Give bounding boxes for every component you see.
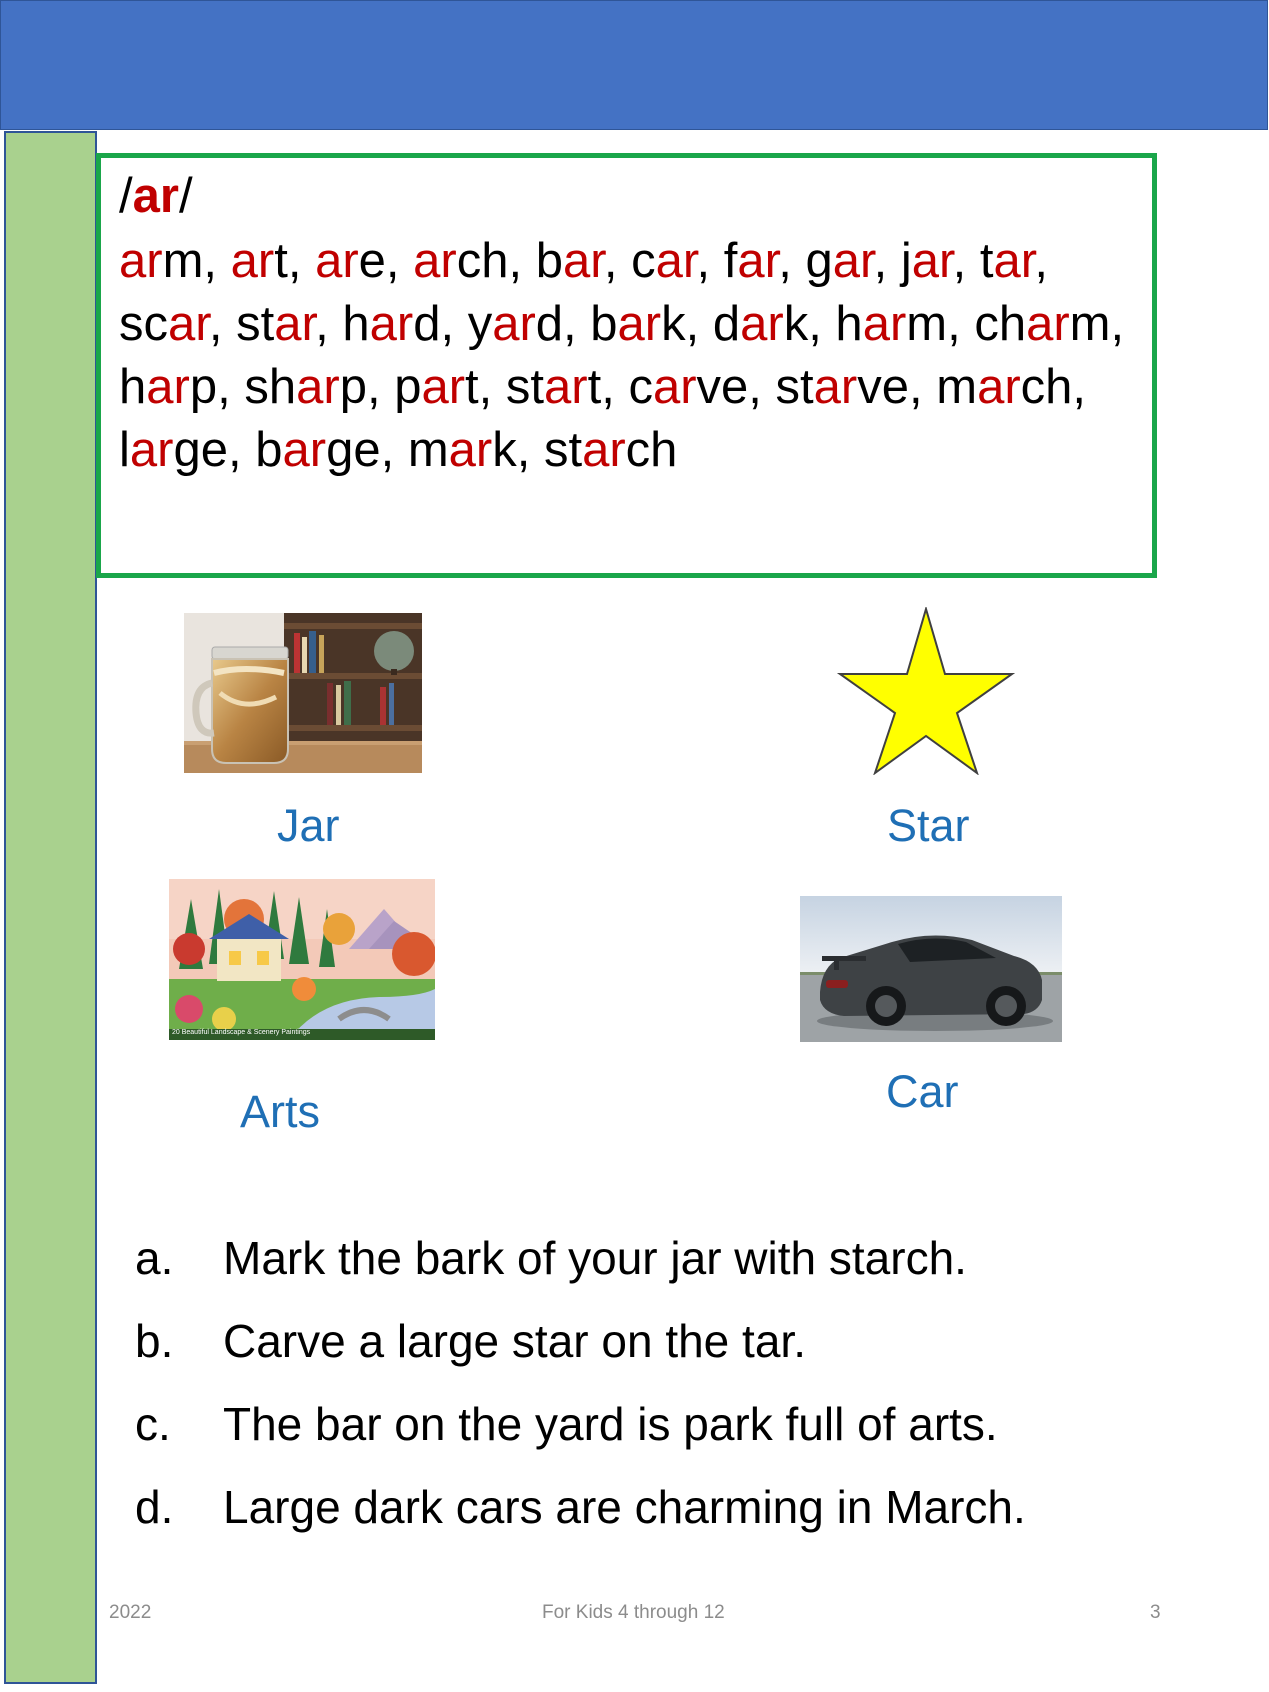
phonics-word: arm xyxy=(119,234,204,288)
sentence-text: Large dark cars are charming in March. xyxy=(223,1481,1026,1533)
phonics-box xyxy=(96,153,1157,578)
phonics-word: large xyxy=(119,423,228,477)
sentence-item xyxy=(135,1394,1026,1477)
phonics-word: carve xyxy=(628,360,749,414)
sentence-list xyxy=(135,1228,1026,1560)
phonics-word: gar xyxy=(805,234,874,288)
landscape-painting xyxy=(169,879,435,1040)
sentence-text: Mark the bark of your jar with starch. xyxy=(223,1232,967,1284)
footer-year: 2022 xyxy=(109,1602,152,1623)
star-icon xyxy=(836,607,1016,775)
phonics-word: part xyxy=(394,360,479,414)
phonics-word: scar xyxy=(119,297,209,351)
sentence-text: Carve a large star on the tar. xyxy=(223,1315,806,1367)
phonics-word: starch xyxy=(543,423,678,477)
phonics-word: mark xyxy=(407,423,517,477)
phonics-word: yard xyxy=(467,297,564,351)
sentence-marker: b. xyxy=(135,1315,174,1367)
sentence-item xyxy=(135,1228,1026,1311)
phonics-word: sharp xyxy=(244,360,367,414)
arts-label: Arts xyxy=(240,1086,321,1137)
phonics-word: starve xyxy=(775,360,909,414)
sentence-item xyxy=(135,1311,1026,1394)
phonics-word: bark xyxy=(590,297,686,351)
footer-center: For Kids 4 through 12 xyxy=(542,1602,725,1623)
phonics-word: jar xyxy=(900,234,953,288)
phonics-word: tar xyxy=(979,234,1035,288)
sidebar-stripe xyxy=(4,131,97,1684)
phonics-word: art xyxy=(230,234,288,288)
phonics-word: car xyxy=(631,234,697,288)
sentence-marker: a. xyxy=(135,1232,174,1284)
sentence-text: The bar on the yard is park full of arts. xyxy=(223,1398,998,1450)
phonics-word: far xyxy=(723,234,779,288)
header-bar xyxy=(0,0,1268,130)
phonics-word: arch xyxy=(413,234,509,288)
page-number: 3 xyxy=(1150,1602,1161,1623)
sentence-item xyxy=(135,1477,1026,1560)
phonics-word: march xyxy=(936,360,1073,414)
phonics-word: are xyxy=(315,234,386,288)
phonics-word: hard xyxy=(342,297,441,351)
phonics-word: harm xyxy=(835,297,948,351)
sentence-marker: d. xyxy=(135,1481,174,1533)
jar-label: Jar xyxy=(277,800,340,851)
car-label: Car xyxy=(886,1066,959,1117)
star-label: Star xyxy=(887,800,970,851)
phonics-word: star xyxy=(236,297,316,351)
phonics-word: bar xyxy=(535,234,604,288)
car-photo xyxy=(800,896,1062,1042)
phonics-word: start xyxy=(505,360,602,414)
phonics-word: harp xyxy=(119,360,218,414)
word-list: arm, art, are, arch, bar, car, far, gar, jar, tar, scar, star, hard, yard, bark, dark, harm, charm, harp, sharp, part, start, carve, starve, march, large, barge, mark, starch xyxy=(119,234,1125,477)
sentence-marker: c. xyxy=(135,1398,171,1450)
phonics-title: /ar/ xyxy=(119,169,193,223)
jar-photo xyxy=(184,613,422,773)
phonics-word: dark xyxy=(712,297,809,351)
phonics-word: barge xyxy=(255,423,381,477)
painting-caption: 20 Beautiful Landscape & Scenery Paintings xyxy=(172,1029,311,1036)
phonics-word: charm xyxy=(974,297,1111,351)
